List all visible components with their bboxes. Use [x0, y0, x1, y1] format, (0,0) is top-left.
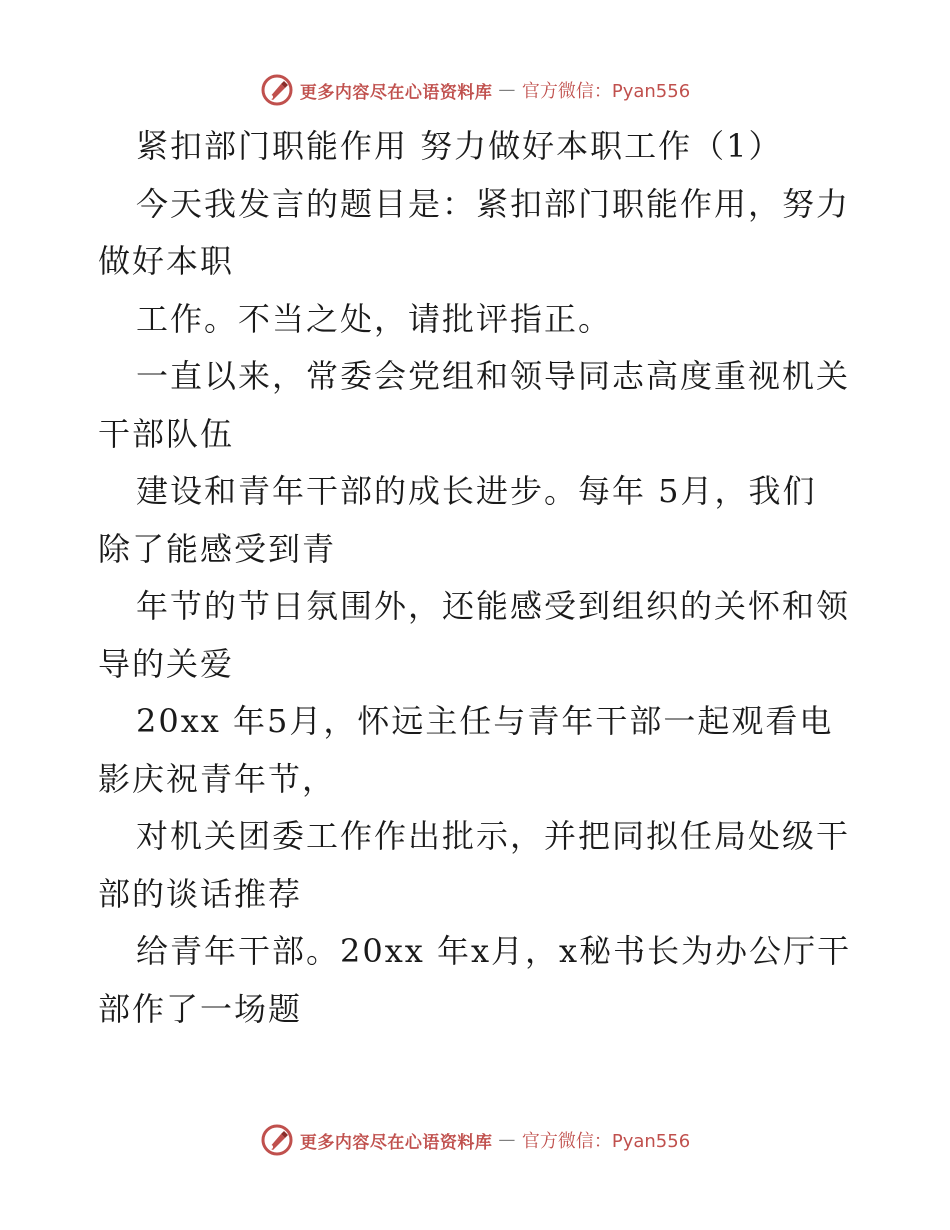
- text-line: 年节的节日氛围外，还能感受到组织的关怀和领: [136, 587, 851, 625]
- text-line: 20xx 年5月，怀远主任与青年干部一起观看电: [136, 702, 834, 740]
- text-line: 导的关爱: [98, 644, 235, 683]
- text-line: 部作了一场题: [98, 989, 303, 1028]
- banner-separator: —: [498, 1130, 516, 1150]
- pen-logo-icon: [260, 73, 294, 107]
- text-line: 影庆祝青年节，: [98, 759, 337, 798]
- banner-separator: —: [498, 80, 516, 100]
- text-line: 工作。不当之处，请批评指正。: [136, 299, 613, 338]
- text-line: 部的谈话推荐: [98, 874, 303, 913]
- text-line: 做好本职: [98, 242, 235, 280]
- text-line: 今天我发言的题目是：紧扣部门职能作用，努力: [136, 184, 851, 223]
- footer-banner: [0, 1120, 950, 1160]
- text-line: 除了能感受到青: [98, 529, 337, 568]
- banner-title: 更多内容尽在心语资料库: [299, 82, 493, 103]
- banner-wechat: 官方微信：Pyan556: [521, 1131, 691, 1152]
- text-line: 干部队伍: [98, 414, 235, 453]
- header-banner: [0, 70, 950, 110]
- text-line: 紧扣部门职能作用 努力做好本职工作（1）: [136, 127, 783, 165]
- text-line: 给青年干部。20xx 年x月，x秘书长为办公厅干: [136, 932, 852, 970]
- banner-title: 更多内容尽在心语资料库: [299, 1132, 493, 1153]
- document-body: [98, 118, 858, 1038]
- pen-logo-icon: [260, 1123, 294, 1157]
- text-line: 一直以来，常委会党组和领导同志高度重视机关: [136, 357, 851, 395]
- text-line: 建设和青年干部的成长进步。每年 5月，我们: [136, 472, 817, 510]
- banner-wechat: 官方微信：Pyan556: [521, 81, 691, 102]
- text-line: 对机关团委工作作出批示，并把同拟任局处级干: [136, 817, 851, 855]
